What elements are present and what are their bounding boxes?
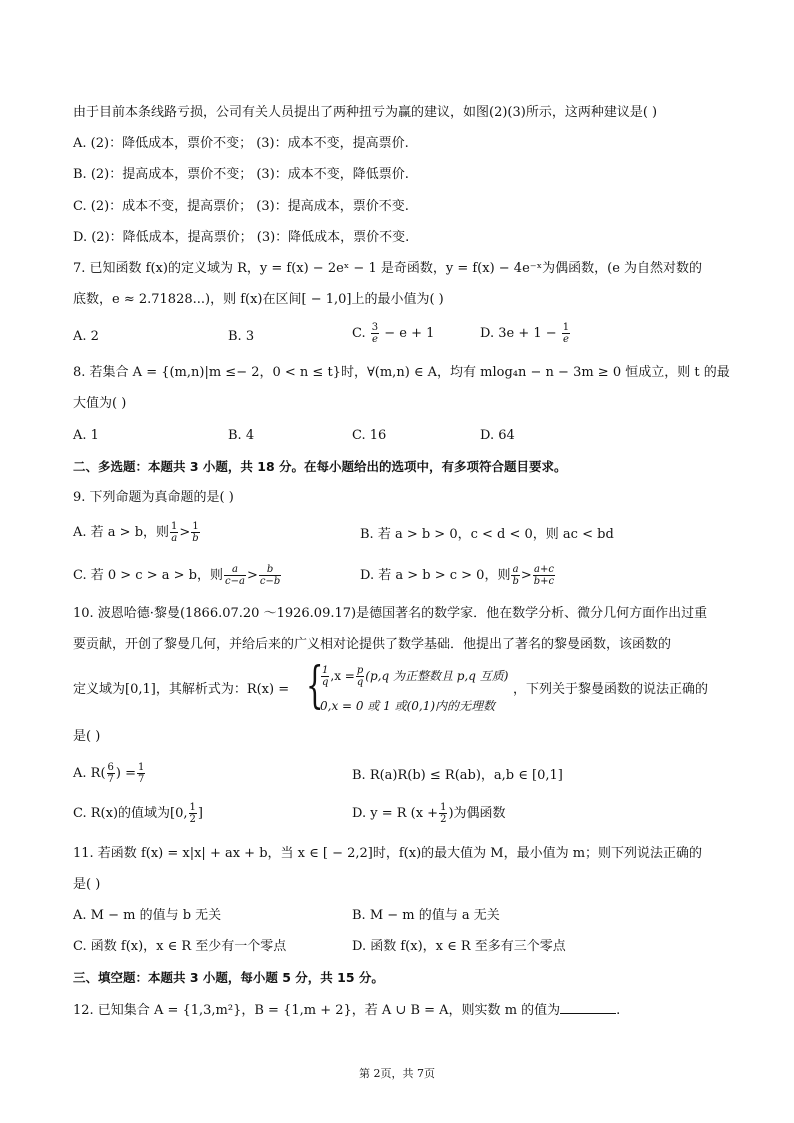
q9-option-b: B. 若 a > b > 0，c < d < 0，则 ac < bd bbox=[360, 527, 614, 542]
q11-option-a: A. M − m 的值与 b 无关 bbox=[73, 908, 222, 923]
q11-stem-line2: 是( ) bbox=[73, 877, 101, 892]
q10-stem-line3-post: ，下列关于黎曼函数的说法正确的 bbox=[513, 682, 709, 697]
q7-option-d bbox=[480, 322, 571, 345]
q10-option-c: C. R(x)的值域为[0, $\frac{1}{2}$ ] bbox=[73, 802, 203, 825]
q6-option-b: B. (2)：提高成本，票价不变； (3)：成本不变，降低票价. bbox=[73, 167, 409, 182]
page-footer: 第 2页，共 7页 bbox=[359, 1067, 435, 1080]
section-2-heading: 二、多选题：本题共 3 小题，共 18 分。在每小题给出的选项中，有多项符合题目要求。 bbox=[73, 459, 567, 474]
q6-option-a: A. (2)：降低成本，票价不变； (3)：成本不变，提高票价. bbox=[73, 136, 409, 151]
q10-option-a: A. R( $\frac{6}{7}$ ) = $\frac{1}{7}$ bbox=[73, 762, 145, 785]
q6-intro: 由于目前本条线路亏损，公司有关人员提出了两种扭亏为赢的建议，如图(2)(3)所示，这两种建议是( ) bbox=[73, 105, 658, 120]
q10-option-d: D. y = R (x + $\frac{1}{2}$ )为偶函数 bbox=[352, 802, 506, 825]
q9-stem: 9. 下列命题为真命题的是( ) bbox=[73, 490, 234, 505]
q10-stem-line4: 是( ) bbox=[73, 729, 101, 744]
q8-option-b: B. 4 bbox=[228, 428, 255, 443]
q9-option-c: C. 若 0 > c > a > b，则 $\frac{a}{c-a}$ > $\frac{b}{c-b}$ bbox=[73, 564, 281, 587]
q8-stem-line2: 大值为( ) bbox=[73, 396, 127, 411]
q7-option-a: A. 2 bbox=[73, 329, 99, 344]
q7-option-c bbox=[352, 322, 434, 345]
q7-c-label: C. bbox=[352, 326, 366, 341]
answer-blank bbox=[560, 1001, 616, 1014]
q7-stem-line1: 7. 已知函数 f(x)的定义域为 R，y = f(x) − 2eˣ − 1 是奇函数，y = f(x) − 4e⁻ˣ为偶函数，(e 为自然对数的 bbox=[73, 261, 703, 276]
q8-option-d: D. 64 bbox=[480, 428, 515, 443]
q6-option-d: D. (2)：降低成本，提高票价； (3)：降低成本，票价不变. bbox=[73, 230, 410, 245]
left-brace: { bbox=[306, 656, 324, 714]
q6-option-c: C. (2)：成本不变，提高票价； (3)：提高成本，票价不变. bbox=[73, 199, 409, 214]
riemann-piecewise-definition bbox=[306, 656, 516, 719]
q11-option-c: C. 函数 f(x)，x ∈ R 至少有一个零点 bbox=[73, 939, 287, 954]
q11-stem-line1: 11. 若函数 f(x) = x|x| + ax + b，当 x ∈ [ − 2,2]时，f(x)的最大值为 M，最小值为 m；则下列说法正确的 bbox=[73, 846, 703, 861]
q8-stem-line1: 8. 若集合 A = {(m,n)|m ≤− 2，0 < n ≤ t}时，∀(m,n) ∈ A，均有 mlog₄n − n − 3m ≥ 0 恒成立，则 t 的最 bbox=[73, 365, 730, 380]
q7-c-tail: − e + 1 bbox=[384, 326, 435, 341]
q12-stem: 12. 已知集合 A = {1,3,m²}，B = {1,m + 2}，若 A ∪ B = A，则实数 m 的值为 . bbox=[73, 1003, 621, 1018]
q7-d-fraction: $\frac{1}{e}$ bbox=[562, 322, 570, 345]
q9-option-d: D. 若 a > b > c > 0，则 $\frac{a}{b}$ > $\frac{a+c}{b+c}$ bbox=[360, 564, 555, 587]
piecewise-case-1: $\frac{1}{q}$ ,x = $\frac{p}{q}$ (p,q 为正整数且 p,q 互质) bbox=[322, 665, 509, 688]
q7-c-fraction: $\frac{3}{e}$ bbox=[371, 322, 379, 345]
q10-option-b: B. R(a)R(b) ≤ R(ab)，a,b ∈ [0,1] bbox=[352, 768, 563, 783]
section-3-heading: 三、填空题：本题共 3 小题，每小题 5 分，共 15 分。 bbox=[73, 970, 384, 985]
q10-stem-line1: 10. 波恩哈德·黎曼(1866.07.20 ～1926.09.17)是德国著名的数学家．他在数学分析、微分几何方面作出过重 bbox=[73, 606, 708, 621]
q9-option-a: A. 若 a > b，则 $\frac{1}{a}$ > $\frac{1}{b}$ bbox=[73, 521, 199, 544]
q11-option-b: B. M − m 的值与 a 无关 bbox=[352, 908, 500, 923]
q8-option-a: A. 1 bbox=[73, 428, 99, 443]
q10-stem-line3-pre: 定义域为[0,1]，其解析式为：R(x) = bbox=[73, 682, 290, 697]
q7-stem-line2: 底数，e ≈ 2.71828...)，则 f(x)在区间[ − 1,0]上的最小值为( ) bbox=[73, 292, 444, 307]
q8-option-c: C. 16 bbox=[352, 428, 387, 443]
q7-option-b: B. 3 bbox=[228, 329, 255, 344]
q7-d-label: D. 3e + 1 − bbox=[480, 326, 557, 341]
q10-stem-line2: 要贡献，开创了黎曼几何，并给后来的广义相对论提供了数学基础．他提出了著名的黎曼函数，该函数的 bbox=[73, 637, 672, 652]
piecewise-case-2: 0,x = 0 或 1 或(0,1)内的无理数 bbox=[320, 699, 496, 713]
q11-option-d: D. 函数 f(x)，x ∈ R 至多有三个零点 bbox=[352, 939, 566, 954]
